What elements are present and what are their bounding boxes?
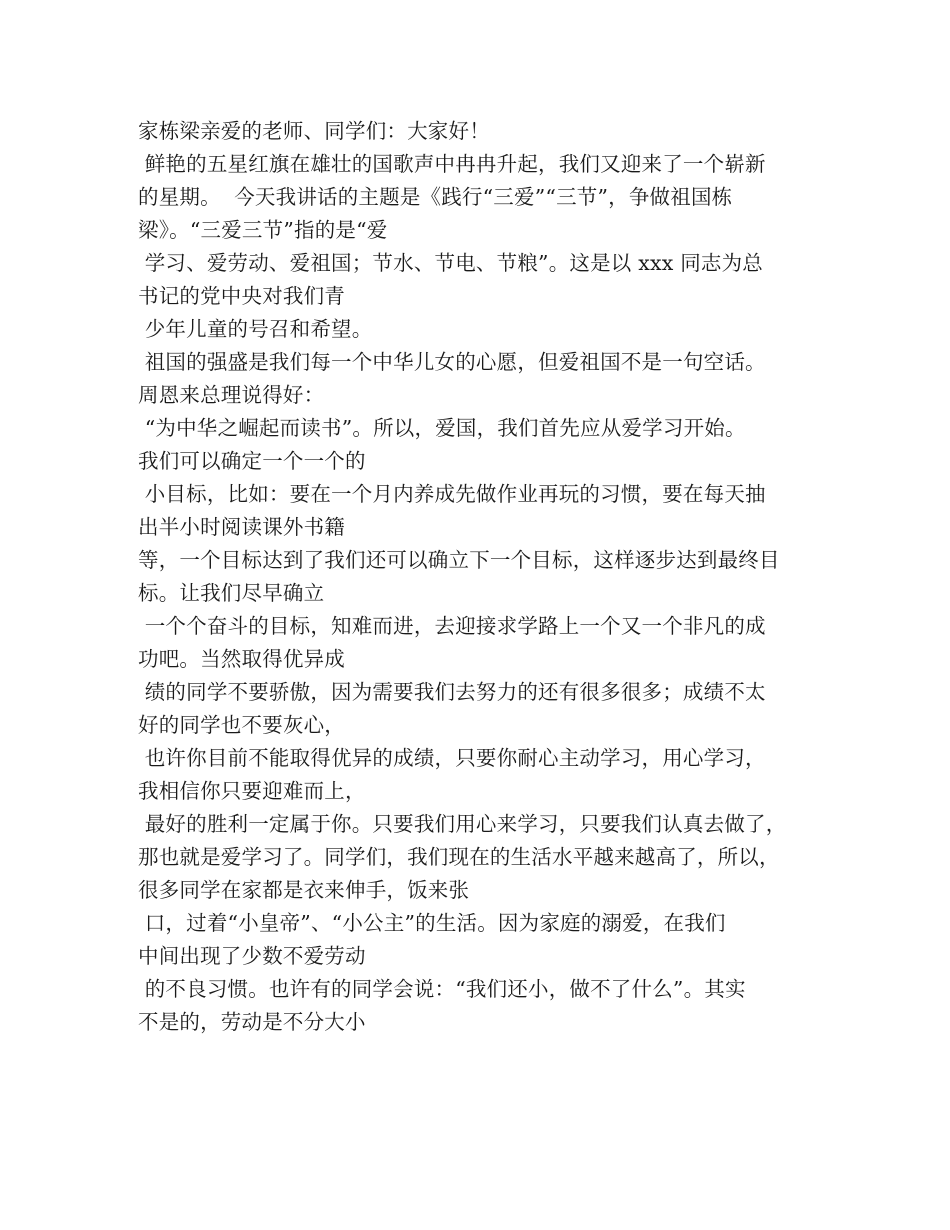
text-line: 绩的同学不要骄傲，因为需要我们去努力的还有很多很多；成绩不太 <box>138 680 766 704</box>
text-line: 中间出现了少数不爱劳动 <box>138 944 366 968</box>
text-line: 的星期。 今天我讲话的主题是《践行“三爱”“三节”，争做祖国栋 <box>138 185 733 209</box>
text-line: “为中华之崛起而读书”。所以，爱国，我们首先应从爱学习开始。 <box>138 416 746 440</box>
text-line: 等，一个目标达到了我们还可以确立下一个目标，这样逐步达到最终目 <box>138 548 780 572</box>
text-line: 那也就是爱学习了。同学们，我们现在的生活水平越来越高了，所以， <box>138 845 780 869</box>
text-line: 我们可以确定一个一个的 <box>138 449 366 473</box>
text-line: 家栋梁亲爱的老师、同学们：大家好！ <box>138 119 490 143</box>
text-line: 书记的党中央对我们青 <box>138 284 345 308</box>
text-line: 周恩来总理说得好： <box>138 383 325 407</box>
text-line: 出半小时阅读课外书籍 <box>138 515 345 539</box>
text-line: 很多同学在家都是衣来伸手，饭来张 <box>138 878 470 902</box>
text-line: 小目标，比如：要在一个月内养成先做作业再玩的习惯，要在每天抽 <box>138 482 766 506</box>
text-line: 也许你目前不能取得优异的成绩，只要你耐心主动学习，用心学习， <box>138 746 766 770</box>
text-line: 一个个奋斗的目标，知难而进，去迎接求学路上一个又一个非凡的成 <box>138 614 766 638</box>
text-line: 学习、爱劳动、爱祖国；节水、节电、节粮”。这是以 xxx 同志为总 <box>138 251 764 275</box>
text-line: 梁》。“三爱三节”指的是“爱 <box>138 218 388 242</box>
text-line: 祖国的强盛是我们每一个中华儿女的心愿，但爱祖国不是一句空话。 <box>138 350 766 374</box>
text-line: 鲜艳的五星红旗在雄壮的国歌声中冉冉升起，我们又迎来了一个崭新 <box>138 152 766 176</box>
text-line: 我相信你只要迎难而上， <box>138 779 366 803</box>
text-line: 最好的胜利一定属于你。只要我们用心来学习，只要我们认真去做了， <box>138 812 787 836</box>
text-line: 标。让我们尽早确立 <box>138 581 325 605</box>
body-text <box>138 115 838 1039</box>
text-line: 好的同学也不要灰心， <box>138 713 345 737</box>
text-line: 功吧。当然取得优异成 <box>138 647 345 671</box>
text-line: 口，过着“小皇帝”、“小公主”的生活。因为家庭的溺爱，在我们 <box>138 911 726 935</box>
text-line: 不是的，劳动是不分大小 <box>138 1010 366 1034</box>
text-line: 的不良习惯。也许有的同学会说：“我们还小，做不了什么”。其实 <box>138 977 746 1001</box>
text-line: 少年儿童的号召和希望。 <box>138 317 373 341</box>
